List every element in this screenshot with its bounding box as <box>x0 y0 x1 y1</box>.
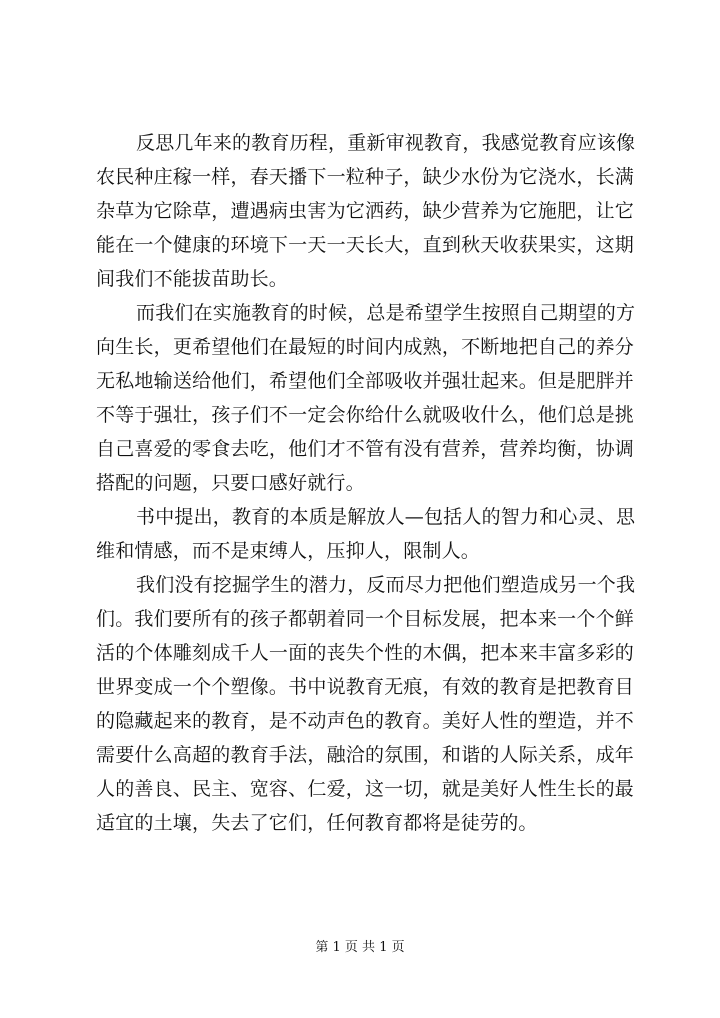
text-line: 维和情感，而不是束缚人，压抑人，限制人。 <box>96 540 481 562</box>
text-line: 搭配的问题，只要口感好就行。 <box>96 472 365 494</box>
text-line: 向生长，更希望他们在最短的时间内成熟，不断地把自己的养分 <box>96 336 634 358</box>
text-line: 书中提出，教育的本质是解放人—包括人的智力和心灵、思 <box>136 506 636 528</box>
page-footer: 第 1 页 共 1 页 <box>315 940 405 955</box>
text-line: 无私地输送给他们，希望他们全部吸收并强壮起来。但是肥胖并 <box>96 370 634 392</box>
text-line: 活的个体雕刻成千人一面的丧失个性的木偶，把本来丰富多彩的 <box>96 642 634 664</box>
text-line: 适宜的土壤，失去了它们，任何教育都将是徒劳的。 <box>96 812 538 834</box>
text-line: 人的善良、民主、宽容、仁爱，这一切，就是美好人性生长的最 <box>96 778 634 800</box>
paragraph-2 <box>96 296 634 500</box>
text-line: 反思几年来的教育历程，重新审视教育，我感觉教育应该像 <box>136 132 636 154</box>
text-line: 能在一个健康的环境下一天一天长大，直到秋天收获果实，这期 <box>96 234 634 256</box>
text-line: 而我们在实施教育的时候，总是希望学生按照自己期望的方 <box>136 302 636 324</box>
text-line: 需要什么高超的教育手法，融洽的氛围，和谐的人际关系，成年 <box>96 744 634 766</box>
text-line: 我们没有挖掘学生的潜力，反而尽力把他们塑造成另一个我 <box>136 574 636 596</box>
text-line: 农民种庄稼一样，春天播下一粒种子，缺少水份为它浇水，长满 <box>96 166 634 188</box>
document-body <box>96 126 634 840</box>
text-line: 世界变成一个个塑像。书中说教育无痕，有效的教育是把教育目 <box>96 676 634 698</box>
paragraph-3 <box>96 500 634 568</box>
text-line: 间我们不能拔苗助长。 <box>96 268 289 290</box>
paragraph-4 <box>96 568 634 840</box>
paragraph-1 <box>96 126 634 296</box>
text-line: 杂草为它除草，遭遇病虫害为它洒药，缺少营养为它施肥，让它 <box>96 200 634 222</box>
text-line: 自己喜爱的零食去吃，他们才不管有没有营养，营养均衡，协调 <box>96 438 634 460</box>
text-line: 们。我们要所有的孩子都朝着同一个目标发展，把本来一个个鲜 <box>96 608 634 630</box>
text-line: 的隐藏起来的教育，是不动声色的教育。美好人性的塑造，并不 <box>96 710 634 732</box>
text-line: 不等于强壮，孩子们不一定会你给什么就吸收什么，他们总是挑 <box>96 404 634 426</box>
